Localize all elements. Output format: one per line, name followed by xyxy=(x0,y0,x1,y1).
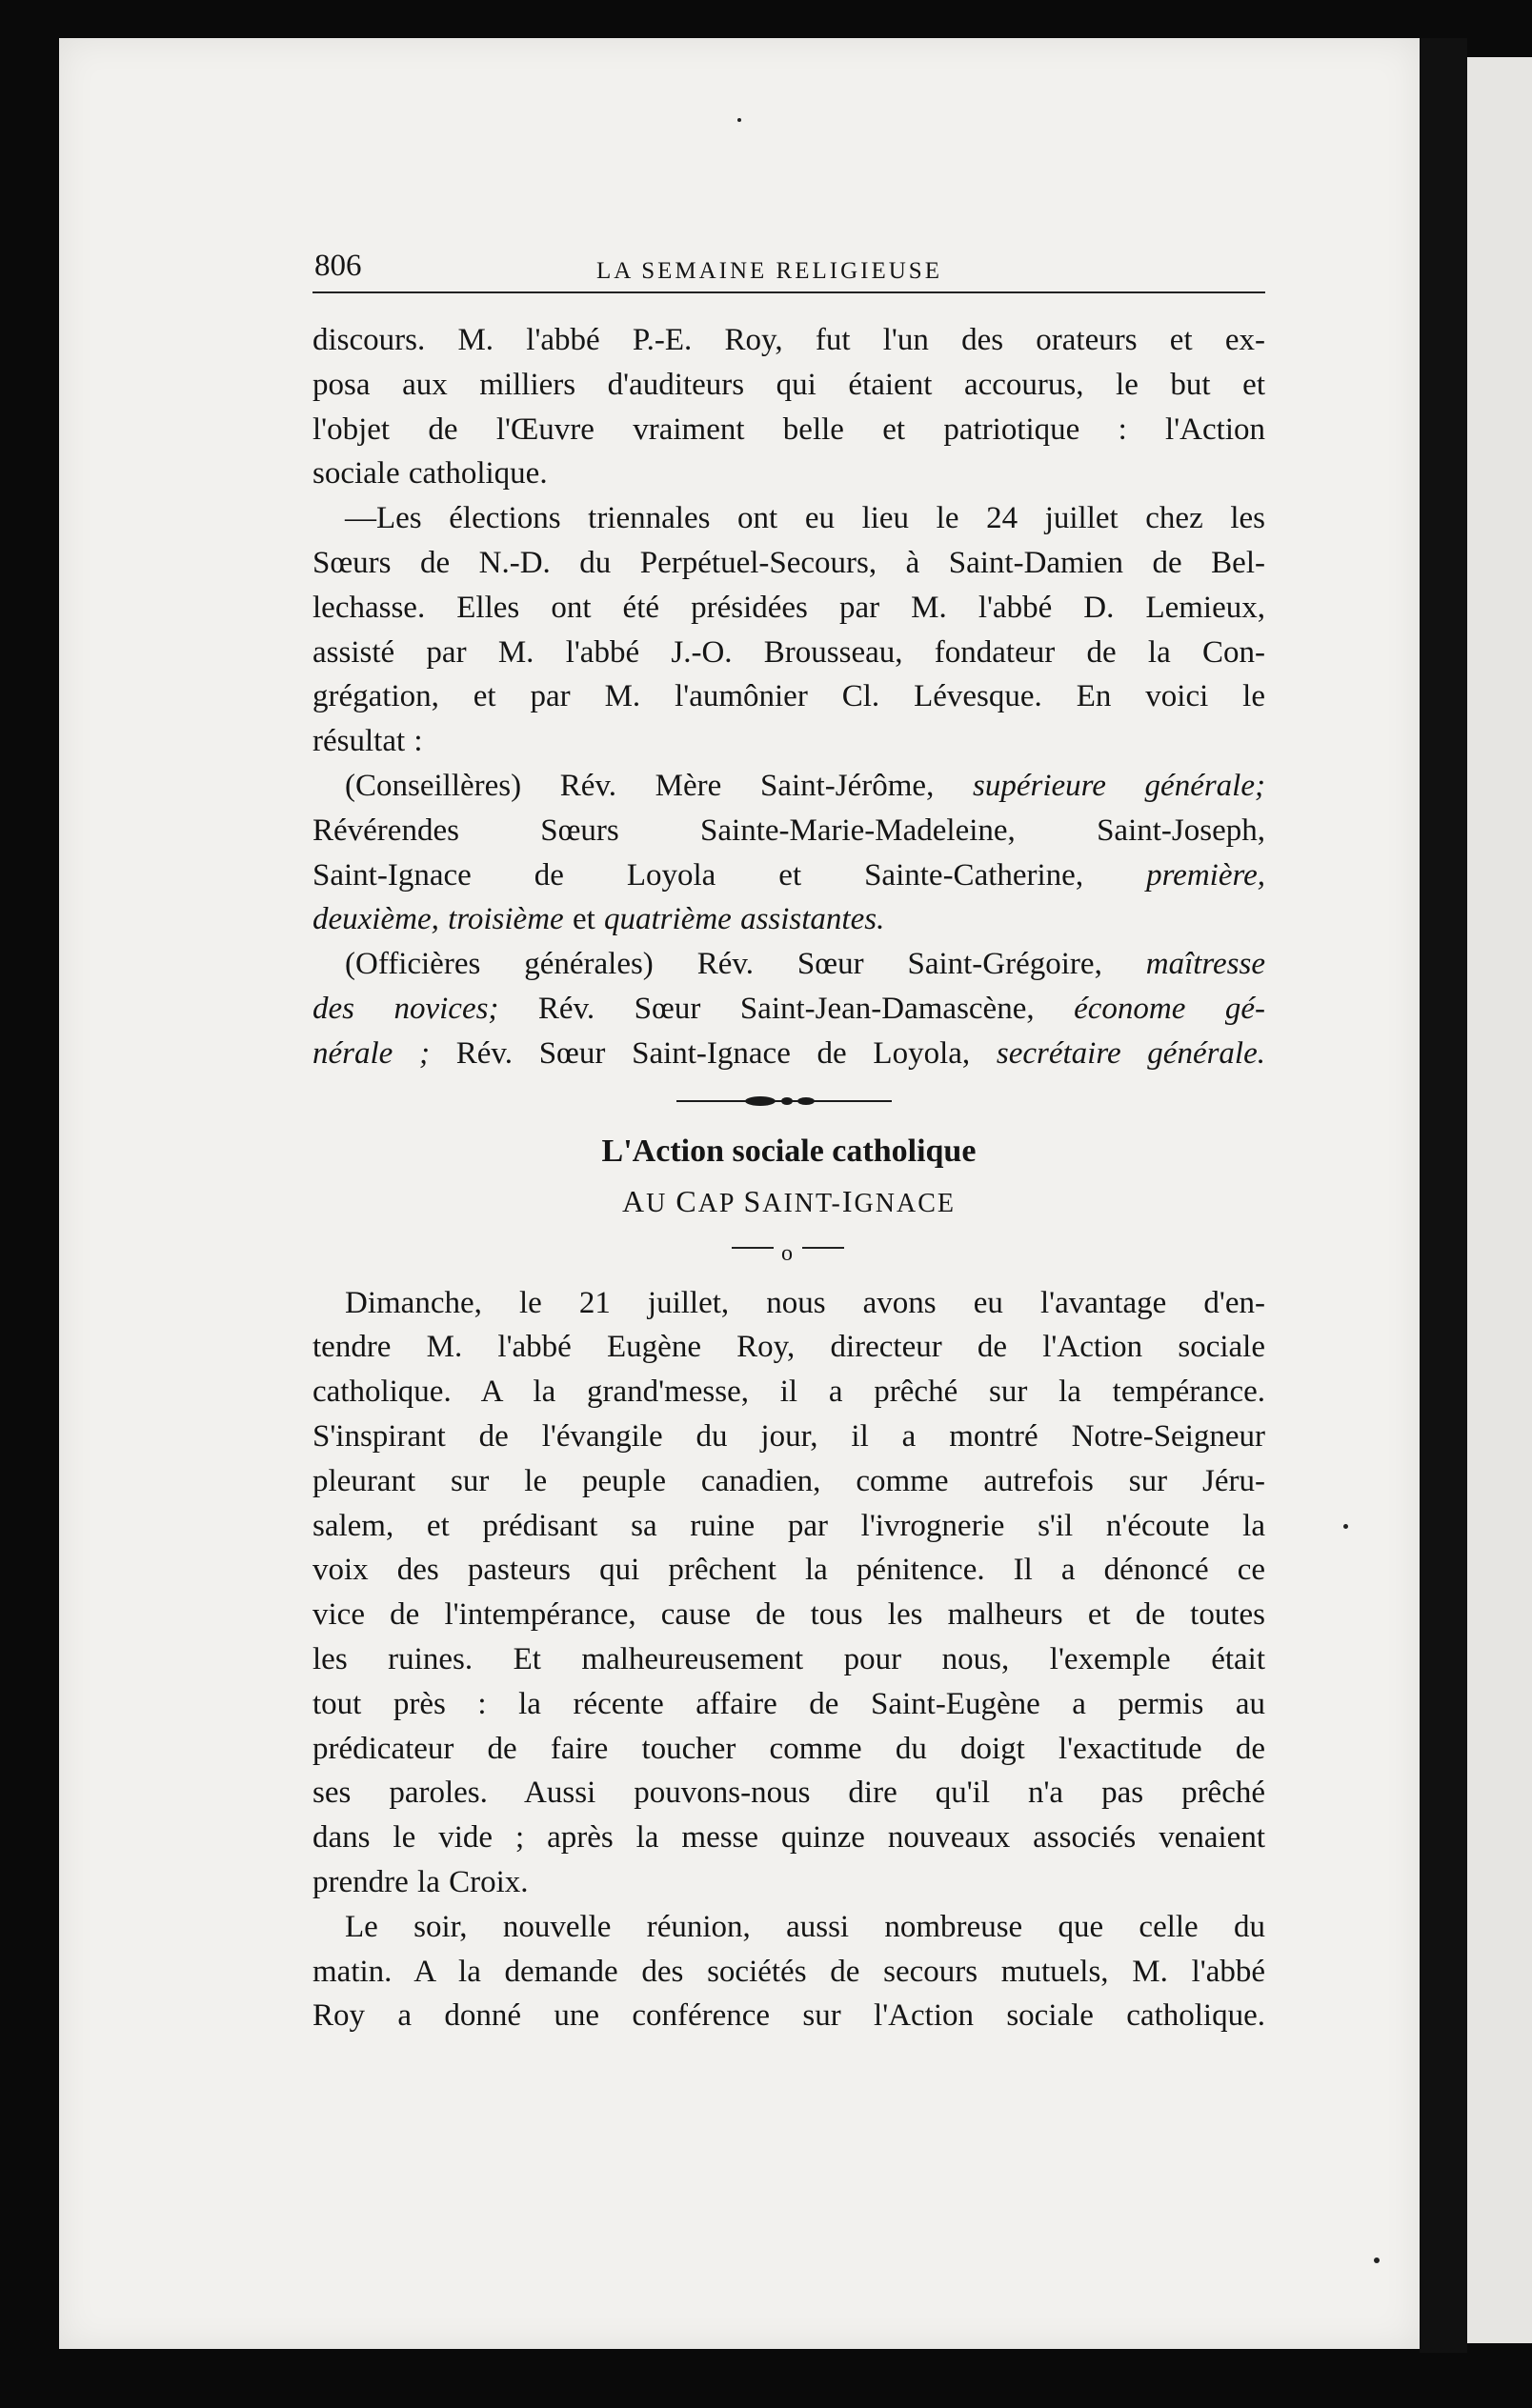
text-line: les ruines. Et malheureusement pour nous, l'exemple était xyxy=(312,1641,1265,1676)
officers-paragraph xyxy=(312,942,1265,1075)
text-line: sociale catholique. xyxy=(312,456,548,492)
subtitle-run: C xyxy=(675,1183,698,1218)
text-line xyxy=(312,853,1265,898)
text-line: vice de l'intempérance, cause de tous les malheurs et de toutes xyxy=(312,1597,1265,1633)
text-line: prédicateur de faire toucher comme du doigt l'exactitude de xyxy=(312,1731,1265,1766)
text-line: tout près : la récente affaire de Saint-Eugène a permis au xyxy=(312,1686,1265,1721)
article-paragraph-1 xyxy=(312,1281,1265,1905)
subtitle-run: AP xyxy=(697,1188,744,1218)
adjacent-page-edge xyxy=(1467,57,1532,2343)
subtitle-run: GNACE xyxy=(854,1188,956,1218)
italic-run: quatrième assistantes. xyxy=(604,902,885,937)
italic-run: première, xyxy=(1146,857,1265,893)
text-line xyxy=(312,942,1265,987)
paper-speck xyxy=(1374,2258,1380,2263)
text-line: —Les élections triennales ont eu lieu le 24 juillet chez les xyxy=(345,501,1265,536)
circle-rule-divider xyxy=(312,1228,1265,1268)
text-line: tendre M. l'abbé Eugène Roy, directeur de l'Action sociale xyxy=(312,1330,1265,1365)
italic-run: nérale ; xyxy=(312,1035,431,1071)
flourish-icon xyxy=(676,1094,892,1109)
text-run: Rév. Sœur Saint-Ignace de Loyola, xyxy=(430,1035,997,1071)
text-line xyxy=(312,987,1265,1032)
news-paragraph-2 xyxy=(312,496,1265,764)
text-run: (Officières générales) Rév. Sœur Saint-Grégoire, xyxy=(345,947,1146,982)
text-line: ses paroles. Aussi pouvons-nous dire qu'il n'a pas prêché xyxy=(312,1776,1265,1811)
text-line: assisté par M. l'abbé J.-O. Brousseau, fondateur de la Con- xyxy=(312,634,1265,670)
text-line: résultat : xyxy=(312,724,423,759)
text-line: Le soir, nouvelle réunion, aussi nombreuse que celle du xyxy=(345,1909,1265,1944)
paper-speck xyxy=(1343,1524,1348,1529)
journal-title: LA SEMAINE RELIGIEUSE xyxy=(596,258,942,284)
news-paragraph-1 xyxy=(312,318,1265,496)
rule-line xyxy=(732,1247,774,1249)
text-line: Sœurs de N.-D. du Perpétuel-Secours, à Saint-Damien de Bel- xyxy=(312,545,1265,580)
italic-run: supérieure générale; xyxy=(972,768,1265,803)
text-line: discours. M. l'abbé P.-E. Roy, fut l'un des orateurs et ex- xyxy=(312,323,1265,357)
text-line xyxy=(312,897,1265,942)
subtitle-run: I xyxy=(841,1183,855,1218)
section-title: L'Action sociale catholique xyxy=(601,1133,977,1169)
text-line: matin. A la demande des sociétés de secours mutuels, M. l'abbé xyxy=(312,1954,1265,1989)
book-gutter xyxy=(1420,38,1467,2353)
text-line: lechasse. Elles ont été présidées par M. l'abbé D. Lemieux, xyxy=(312,590,1265,625)
text-line: pleurant sur le peuple canadien, comme autrefois sur Jéru- xyxy=(312,1463,1265,1498)
text-line: voix des pasteurs qui prêchent la pénitence. Il a dénoncé ce xyxy=(312,1553,1265,1588)
text-line: catholique. A la grand'messe, il a prêché sur la tempérance. xyxy=(312,1375,1265,1410)
text-run: Rév. Sœur Saint-Jean-Damascène, xyxy=(498,991,1075,1026)
page-number: 806 xyxy=(314,249,362,283)
councillors-paragraph xyxy=(312,764,1265,942)
text-line: posa aux milliers d'auditeurs qui étaient accourus, le but et xyxy=(312,367,1265,402)
subtitle-run: U xyxy=(646,1188,676,1218)
italic-run: maîtresse xyxy=(1145,947,1265,982)
subtitle-run: A xyxy=(622,1183,647,1218)
text-line: Roy a donné une conférence sur l'Action sociale catholique. xyxy=(312,1998,1265,2034)
italic-run: deuxième, troisième xyxy=(312,902,564,937)
text-run: Saint-Ignace de Loyola et Sainte-Catherine, xyxy=(312,857,1147,893)
text-line: salem, et prédisant sa ruine par l'ivrognerie s'il n'écoute la xyxy=(312,1508,1265,1543)
text-line: l'objet de l'Œuvre vraiment belle et patriotique : l'Action xyxy=(312,411,1265,447)
running-head xyxy=(312,238,1265,293)
italic-run: secrétaire générale. xyxy=(996,1035,1265,1071)
text-line xyxy=(312,1032,1265,1076)
subtitle-run: S xyxy=(743,1183,763,1218)
text-line: prendre la Croix. xyxy=(312,1864,529,1899)
text-run: et xyxy=(563,902,605,937)
circle-glyph: o xyxy=(781,1240,793,1266)
text-line: grégation, et par M. l'aumônier Cl. Lévesque. En voici le xyxy=(312,679,1265,714)
article-paragraph-2 xyxy=(312,1905,1265,2038)
text-line: dans le vide ; après la messe quinze nouveaux associés venaient xyxy=(312,1820,1265,1856)
italic-run: économe gé- xyxy=(1074,991,1265,1026)
italic-run: des novices; xyxy=(312,991,499,1026)
page-content xyxy=(312,238,1265,2038)
subtitle-run: AINT- xyxy=(762,1188,842,1218)
section-subtitle xyxy=(312,1177,1265,1228)
rule-line xyxy=(802,1247,844,1249)
paper-speck xyxy=(737,118,741,122)
text-line: Dimanche, le 21 juillet, nous avons eu l'avantage d'en- xyxy=(345,1285,1265,1320)
ornamental-divider xyxy=(312,1082,1265,1128)
text-line: S'inspirant de l'évangile du jour, il a montré Notre-Seigneur xyxy=(312,1418,1265,1454)
text-line: Révérendes Sœurs Sainte-Marie-Madeleine, Saint-Joseph, xyxy=(312,813,1265,848)
text-run: (Conseillères) Rév. Mère Saint-Jérôme, xyxy=(345,768,973,803)
text-line xyxy=(312,764,1265,809)
